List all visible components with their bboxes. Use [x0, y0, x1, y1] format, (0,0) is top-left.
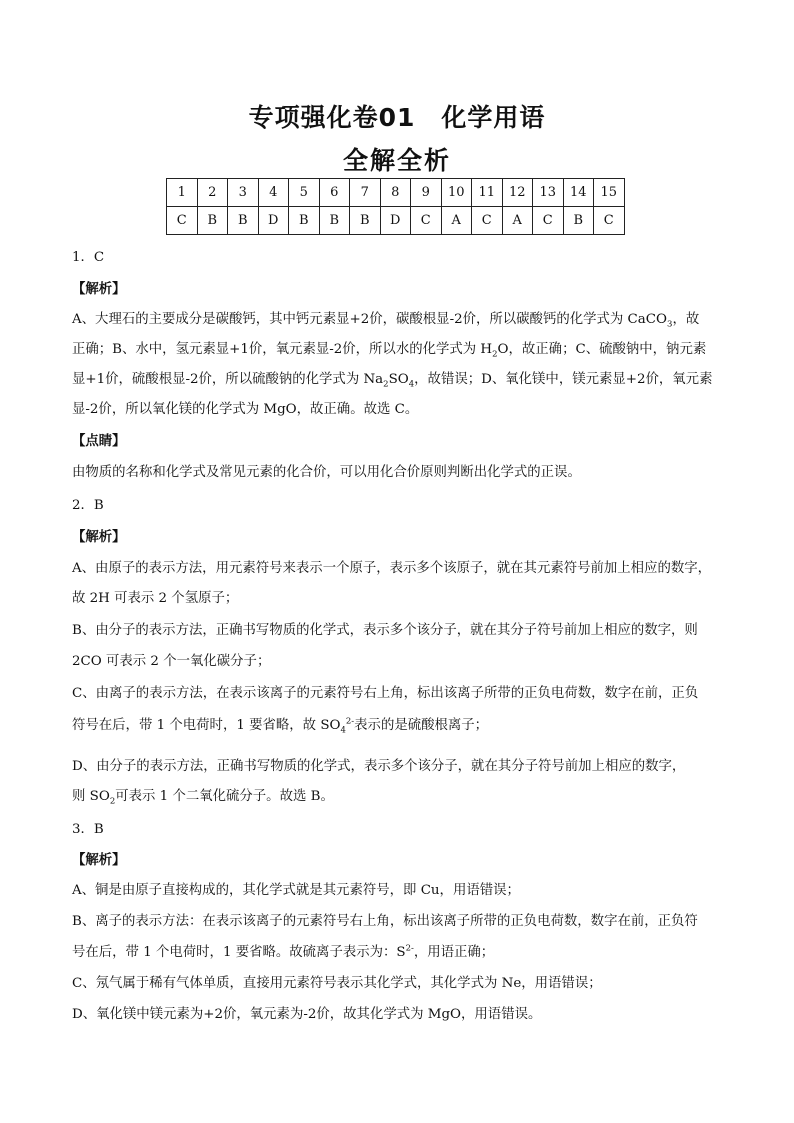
table-cell: 3 — [228, 179, 259, 207]
table-cell: C — [167, 207, 198, 235]
table-cell: 12 — [502, 179, 533, 207]
answer-table — [166, 178, 625, 235]
question-3-analysis-line: C、氖气属于稀有气体单质，直接用元素符号表示其化学式，其化学式为 Ne，用语错误； — [72, 976, 602, 991]
question-2-answer: 2．B — [72, 498, 104, 513]
table-cell: B — [228, 207, 259, 235]
page-subtitle: 全解全析 — [342, 146, 451, 175]
question-1-tips-line: 由物质的名称和化学式及常见元素的化合价，可以用化合价原则判断出化学式的正误。 — [72, 465, 581, 480]
question-3-analysis-line: A、铜是由原子直接构成的，其化学式就是其元素符号，即 Cu，用语错误； — [72, 883, 520, 898]
question-3-analysis-line: B、离子的表示方法：在表示该离子的元素符号右上角，标出该离子所带的正负电荷数，数字在前，正负符 — [72, 914, 698, 929]
table-cell: 10 — [441, 179, 472, 207]
question-1-analysis-line: 显+1价，硫酸根显-2价，所以硫酸钠的化学式为 $Na_2SO_4$，故错误；D、氧化镁中，镁元素显+2价，氧元素 — [72, 372, 713, 390]
table-cell: B — [197, 207, 228, 235]
table-cell: 7 — [350, 179, 381, 207]
question-3-analysis-heading: 【解析】 — [72, 853, 126, 868]
table-cell: 11 — [472, 179, 503, 207]
question-3-answer: 3．B — [72, 822, 104, 837]
table-cell: D — [258, 207, 289, 235]
table-cell: B — [289, 207, 320, 235]
page-title: 专项强化卷01 化学用语 — [248, 103, 546, 132]
table-cell: 5 — [289, 179, 320, 207]
table-cell: A — [502, 207, 533, 235]
table-cell: 15 — [594, 179, 625, 207]
table-cell: 1 — [167, 179, 198, 207]
table-cell: D — [380, 207, 411, 235]
question-2-analysis-line: 则 $SO_2$可表示 1 个二氧化硫分子。故选 B。 — [72, 789, 334, 807]
table-cell: A — [441, 207, 472, 235]
table-cell: 9 — [411, 179, 442, 207]
table-cell: 6 — [319, 179, 350, 207]
table-cell: C — [594, 207, 625, 235]
question-3-analysis-line: D、氧化镁中镁元素为+2价，氧元素为-2价，故其化学式为 MgO，用语错误。 — [72, 1007, 542, 1022]
table-cell: B — [319, 207, 350, 235]
question-2-analysis-line: 符号在后，带 1 个电荷时，1 要省略，故 $SO_4^{2-}$表示的是硫酸根离子； — [72, 716, 489, 736]
question-1-analysis-heading: 【解析】 — [72, 282, 126, 297]
question-2-analysis-line: 2CO 可表示 2 个一氧化碳分子； — [72, 654, 271, 669]
table-cell: B — [350, 207, 381, 235]
question-1-answer: 1．C — [72, 250, 105, 265]
question-number-row — [167, 179, 625, 207]
question-2-analysis-line: A、由原子的表示方法，用元素符号来表示一个原子，表示多个该原子，就在其元素符号前加上相应的数字， — [72, 561, 712, 576]
table-cell: B — [563, 207, 594, 235]
table-cell: C — [533, 207, 564, 235]
question-2-analysis-line: 故 2H 可表示 2 个氢原子； — [72, 591, 239, 606]
question-2-analysis-heading: 【解析】 — [72, 530, 126, 545]
table-cell: 8 — [380, 179, 411, 207]
question-2-analysis-line: D、由分子的表示方法，正确书写物质的化学式，表示多个该分子，就在其分子符号前加上相应的数字， — [72, 759, 686, 774]
question-1-analysis-line: 显-2价，所以氧化镁的化学式为 MgO，故正确。故选 C。 — [72, 402, 419, 417]
question-1-tips-heading: 【点睛】 — [72, 434, 126, 449]
question-1-analysis-line: 正确；B、水中，氢元素显+1价，氧元素显-2价，所以水的化学式为 $H_2O$，故正确；C、硫酸钠中，钠元素 — [72, 342, 707, 360]
question-2-analysis-line: B、由分子的表示方法，正确书写物质的化学式，表示多个该分子，就在其分子符号前加上相应的数字，则 — [72, 623, 698, 638]
question-3-analysis-line: 号在后，带 1 个电荷时，1 要省略。故硫离子表示为：$S^{2-}$，用语正确； — [72, 943, 495, 960]
table-cell: 4 — [258, 179, 289, 207]
table-cell: C — [472, 207, 503, 235]
table-cell: C — [411, 207, 442, 235]
question-1-analysis-line: A、大理石的主要成分是碳酸钙，其中钙元素显+2价，碳酸根显-2价，所以碳酸钙的化学式为 CaCO$_3$，故 — [72, 312, 700, 330]
answer-row — [167, 207, 625, 235]
table-cell: 13 — [533, 179, 564, 207]
question-2-analysis-line: C、由离子的表示方法，在表示该离子的元素符号右上角，标出该离子所带的正负电荷数，数字在前，正负 — [72, 686, 699, 701]
table-cell: 14 — [563, 179, 594, 207]
table-cell: 2 — [197, 179, 228, 207]
